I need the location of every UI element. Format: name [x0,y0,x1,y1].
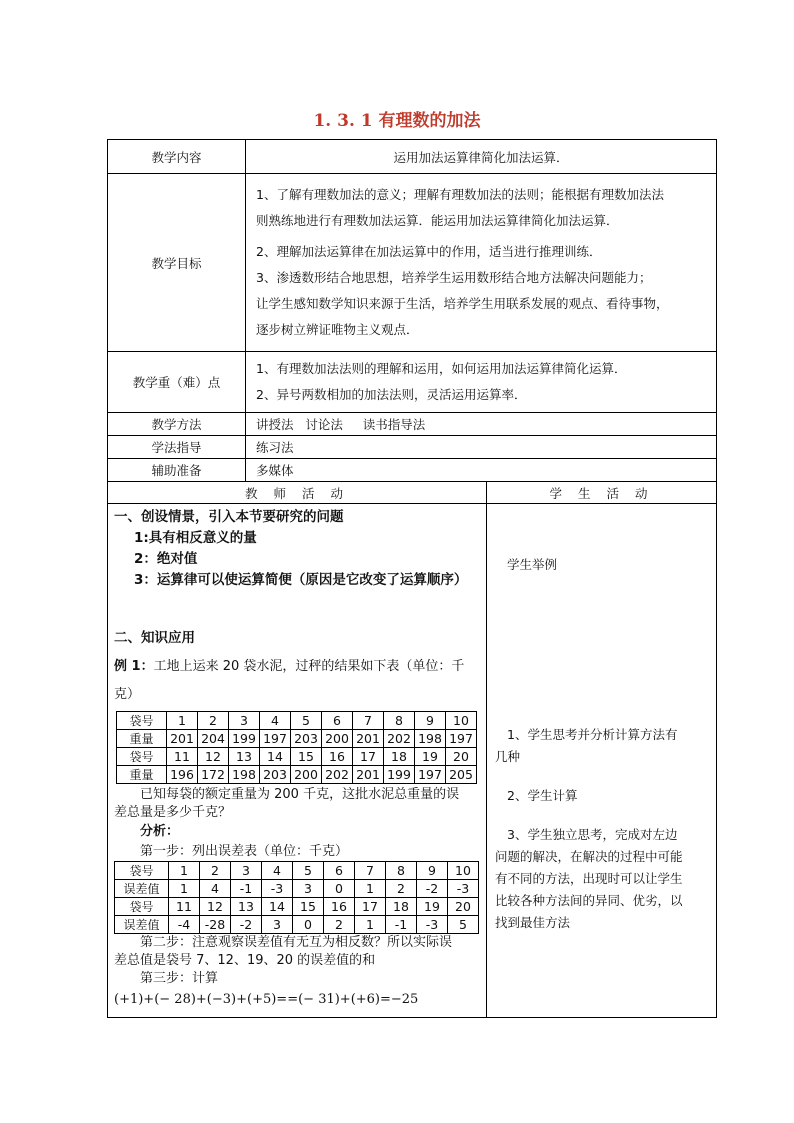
data-table-cell: 15 [291,748,322,766]
data-table-cell: -1 [386,916,417,934]
row-goals [108,174,717,352]
data-table-cell: 3 [231,862,262,880]
data-table-cell: 8 [386,862,417,880]
data-table-cell: 7 [355,862,386,880]
data-table-row-label: 重量 [117,766,167,784]
step3-text: 第三步：计算 [140,971,219,986]
data-table-cell: 202 [384,730,415,748]
data-table-cell: 2 [198,712,229,730]
student-note: 找到最佳方法 [495,915,571,930]
value-aid: 多媒体 [246,459,717,482]
step1-text: 第一步：列出误差表（单位：千克） [140,844,349,859]
error-table [114,861,479,934]
row-key-points [108,352,717,413]
analysis-label: 分析： [140,824,180,839]
data-table-row [115,898,479,916]
data-table-row [117,766,477,784]
example-text: 工地上运来 20 袋水泥，过秤的结果如下表（单位：千 [153,659,465,674]
student-note: 1、学生思考并分析计算方法有 [507,727,678,742]
data-table-cell: 18 [386,898,417,916]
step2-line: 差总值是袋号 7、12、19、20 的误差值的和 [114,953,376,968]
data-table-cell: 198 [229,766,260,784]
section1-title: 一、创设情景，引入本节要研究的问题 [114,509,344,525]
data-table-cell: 17 [355,898,386,916]
student-note: 学生举例 [507,557,558,572]
data-table-cell: 200 [322,730,353,748]
section1-item: 3：运算律可以使运算简便（原因是它改变了运算顺序） [134,572,468,588]
question-line: 差总量是多少千克？ [114,805,232,820]
goal-line: 3、渗透数形结合地思想，培养学生运用数形结合地方法解决问题能力； [256,270,652,285]
student-note: 3、学生独立思考，完成对左边 [507,827,678,842]
data-table-cell: 203 [260,766,291,784]
data-table-cell: 196 [167,766,198,784]
data-table-cell: 13 [229,748,260,766]
data-table-row [117,748,477,766]
data-table-cell: 204 [198,730,229,748]
data-table-cell: 3 [262,916,293,934]
data-table-row-label: 袋号 [117,748,167,766]
student-note: 比较各种方法间的异同、优劣，以 [495,893,683,908]
data-table-cell: -3 [262,880,293,898]
data-table-cell: 4 [200,880,231,898]
data-table-cell: 1 [355,916,386,934]
row-study [108,436,717,459]
data-table-cell: 2 [386,880,417,898]
data-table-row-label: 袋号 [115,898,169,916]
data-table-cell: 199 [229,730,260,748]
label-method: 教学方法 [108,413,246,436]
data-table-cell: 9 [417,862,448,880]
row-content [108,140,717,174]
data-table-cell: 5 [291,712,322,730]
data-table-cell: 19 [417,898,448,916]
data-table-cell: 3 [229,712,260,730]
data-table-cell: 205 [446,766,477,784]
question-line: 已知每袋的额定重量为 200 千克，这批水泥总重量的误 [140,787,460,802]
data-table-cell: 201 [167,730,198,748]
data-table-cell: 200 [291,766,322,784]
data-table-cell: 6 [322,712,353,730]
row-activities [108,504,717,1018]
data-table-cell: -1 [231,880,262,898]
data-table-cell: 3 [293,880,324,898]
data-table-cell: 8 [384,712,415,730]
data-table-cell: 198 [415,730,446,748]
data-table-cell: 172 [198,766,229,784]
data-table-cell: -3 [448,880,479,898]
data-table-cell: 2 [324,916,355,934]
data-table-cell: 16 [322,748,353,766]
section1-item: 2：绝对值 [134,551,198,567]
data-table-cell: 12 [200,898,231,916]
data-table-cell: 4 [262,862,293,880]
data-table-cell: 14 [262,898,293,916]
data-table-cell: 197 [415,766,446,784]
data-table-row [115,862,479,880]
data-table-cell: -2 [417,880,448,898]
data-table-cell: 1 [169,880,200,898]
data-table-cell: 199 [384,766,415,784]
data-table-cell: 11 [169,898,200,916]
data-table-cell: 18 [384,748,415,766]
value-goals [246,174,717,352]
goal-line: 则熟练地进行有理数加法运算．能运用加法运算律简化加法运算． [256,213,619,228]
section2-title: 二、知识应用 [114,630,195,646]
data-table-cell: 201 [353,766,384,784]
data-table-cell: 20 [448,898,479,916]
data-table-cell: 12 [198,748,229,766]
label-key-points: 教学重（难）点 [108,352,246,413]
row-activity-headers [108,482,717,504]
section1-item: 1:具有相反意义的量 [134,530,257,546]
data-table-cell: 5 [293,862,324,880]
data-table-cell: 4 [260,712,291,730]
data-table-row [115,880,479,898]
data-table-cell: 17 [353,748,384,766]
data-table-cell: 10 [446,712,477,730]
data-table-cell: 202 [322,766,353,784]
data-table-row-label: 重量 [117,730,167,748]
data-table-row-label: 误差值 [115,880,169,898]
value-method: 讲授法 讨论法 读书指导法 [246,413,717,436]
data-table-cell: 1 [355,880,386,898]
data-table-cell: -2 [231,916,262,934]
page-title: 1. 3. 1 有理数的加法 [313,111,481,131]
goal-line: 2、理解加法运算律在加法运算中的作用，适当进行推理训练． [256,244,602,259]
data-table-cell: 19 [415,748,446,766]
label-goals: 教学目标 [108,174,246,352]
data-table-cell: -4 [169,916,200,934]
student-activity-cell [487,504,717,1018]
data-table-cell: 203 [291,730,322,748]
key-line: 1、有理数加法法则的理解和运用，如何运用加法运算律简化运算． [256,361,627,376]
example-label: 例 1： [114,659,154,674]
student-activity-header: 学 生 活 动 [487,482,717,504]
lesson-plan-table [107,139,717,1018]
step2-line: 第二步：注意观察误差值有无互为相反数？所以实际误 [140,935,453,950]
goal-line: 逐步树立辨证唯物主义观点． [256,322,419,337]
formula: (+1)+(− 28)+(−3)+(+5)==(− 31)+(+6)=−25 [114,992,419,1007]
label-aid: 辅助准备 [108,459,246,482]
example-text-cont: 克） [114,687,141,702]
data-table-cell: -3 [417,916,448,934]
data-table-cell: 201 [353,730,384,748]
goal-line: 1、了解有理数加法的意义；理解有理数加法的法则；能根据有理数加法法 [256,187,664,202]
value-study: 练习法 [246,436,717,459]
data-table-cell: 14 [260,748,291,766]
data-table-cell: 2 [200,862,231,880]
data-table-cell: 20 [446,748,477,766]
data-table-cell: 9 [415,712,446,730]
student-note: 问题的解决，在解决的过程中可能 [495,849,683,864]
data-table-row-label: 袋号 [115,862,169,880]
data-table-cell: 197 [260,730,291,748]
row-aid [108,459,717,482]
value-key-points [246,352,717,413]
example-1 [114,653,480,681]
data-table-cell: 6 [324,862,355,880]
data-table-cell: 1 [169,862,200,880]
goal-line: 让学生感知数学知识来源于生活，培养学生用联系发展的观点、看待事物， [256,296,669,311]
data-table-cell: 0 [324,880,355,898]
data-table-cell: 197 [446,730,477,748]
data-table-row [117,712,477,730]
data-table-cell: 1 [167,712,198,730]
data-table-cell: 13 [231,898,262,916]
data-table-row [117,730,477,748]
data-table-cell: 10 [448,862,479,880]
row-method [108,413,717,436]
data-table-cell: 16 [324,898,355,916]
value-content: 运用加法运算律简化加法运算． [246,140,717,174]
data-table-cell: 5 [448,916,479,934]
teacher-activity-header: 教 师 活 动 [108,482,487,504]
data-table-cell: 7 [353,712,384,730]
data-table-row-label: 袋号 [117,712,167,730]
label-study: 学法指导 [108,436,246,459]
student-note: 几种 [495,749,521,764]
data-table-cell: 0 [293,916,324,934]
weights-table [116,711,477,784]
label-content: 教学内容 [108,140,246,174]
student-note: 有不同的方法，出现时可以让学生 [495,871,683,886]
student-note: 2、学生计算 [507,788,578,803]
data-table-row [115,916,479,934]
key-line: 2、异号两数相加的加法法则，灵活运用运算率． [256,387,527,402]
teacher-activity-cell [108,504,487,1018]
data-table-row-label: 误差值 [115,916,169,934]
data-table-cell: 11 [167,748,198,766]
data-table-cell: -28 [200,916,231,934]
data-table-cell: 15 [293,898,324,916]
